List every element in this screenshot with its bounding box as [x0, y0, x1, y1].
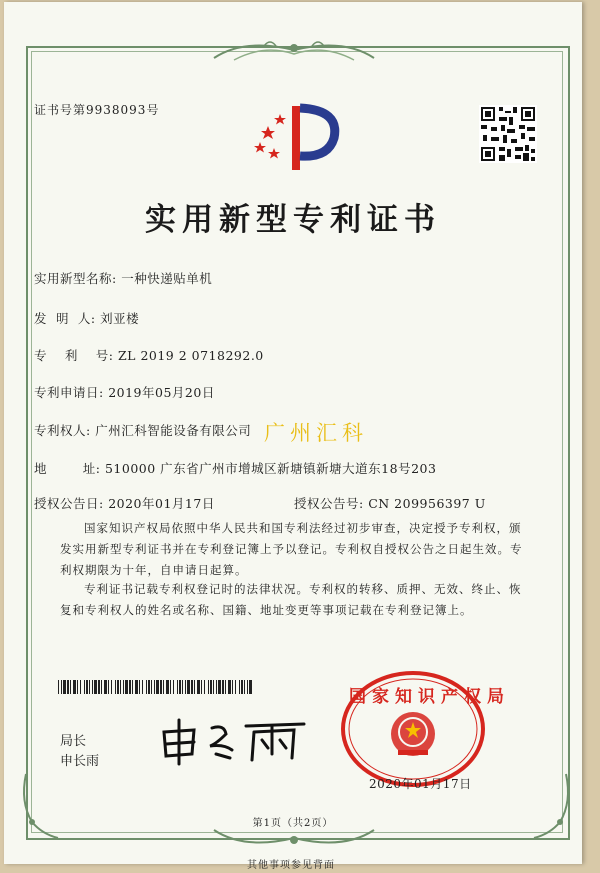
announce-date-label: 授权公告日: — [34, 496, 104, 511]
corner-ornament-bl — [18, 772, 68, 842]
address-row — [34, 459, 436, 477]
patent-number-label: 专 利 号: — [34, 348, 114, 363]
barcode-icon — [58, 680, 254, 694]
corner-ornament-br — [524, 772, 574, 842]
patentee-value: 广州汇科智能设备有限公司 — [95, 423, 252, 438]
announce-number-row — [294, 494, 486, 512]
announce-number-value: CN 209956397 U — [368, 496, 486, 511]
address-label: 地 址: — [34, 461, 101, 476]
patent-number-row — [34, 346, 264, 364]
filing-date-value: 2019年05月20日 — [108, 385, 215, 400]
director-signature-icon — [154, 714, 314, 766]
announce-date-value: 2020年01月17日 — [108, 496, 215, 511]
qr-code-icon — [479, 105, 537, 163]
inventor-row — [34, 309, 139, 327]
grant-paragraph: 国家知识产权局依照中华人民共和国专利法经过初步审查，决定授予专利权，颁发实用新型专利证书并在专利登记簿上予以登记。专利权自授权公告之日起生效。专利权期限为十年，自申请日起算。 — [60, 521, 523, 577]
seal-date: 2020年01月17日 — [369, 777, 472, 791]
seal-text: 国家知识产权局 — [349, 687, 510, 707]
top-ornament — [204, 36, 384, 66]
patent-office-logo-icon — [248, 96, 346, 174]
utility-model-name-row — [34, 269, 212, 287]
patent-number-value: ZL 2019 2 0718292.0 — [117, 348, 264, 363]
patentee-label: 专利权人: — [34, 423, 91, 438]
certificate-title: 实用新型专利证书 — [145, 202, 441, 238]
patentee-row — [34, 421, 251, 439]
utility-model-name-label: 实用新型名称: — [34, 271, 117, 286]
announce-date-row — [34, 494, 215, 512]
inventor-label: 发 明 人: — [34, 311, 96, 326]
company-overlay-stamp: 广州汇科 — [264, 421, 368, 445]
certificate-paper — [4, 2, 582, 864]
announce-number-label: 授权公告号: — [294, 496, 364, 511]
page-number: 第1页（共2页） — [252, 818, 334, 829]
inventor-value: 刘亚楼 — [100, 311, 140, 326]
back-note: 其他事项参见背面 — [247, 860, 335, 871]
address-value: 510000 广东省广州市增城区新塘镇新塘大道东18号203 — [104, 461, 437, 476]
director-title: 局长 — [60, 734, 87, 749]
filing-date-row — [34, 383, 215, 401]
director-name: 申长雨 — [60, 754, 100, 769]
legal-status-paragraph: 专利证书记载专利权登记时的法律状况。专利权的转移、质押、无效、终止、恢复和专利权人的姓名或名称、国籍、地址变更等事项记载在专利登记簿上。 — [60, 582, 522, 617]
certificate-number: 证书号第9938093号 — [34, 103, 160, 117]
filing-date-label: 专利申请日: — [34, 385, 104, 400]
utility-model-name-value: 一种快递贴单机 — [121, 271, 213, 286]
